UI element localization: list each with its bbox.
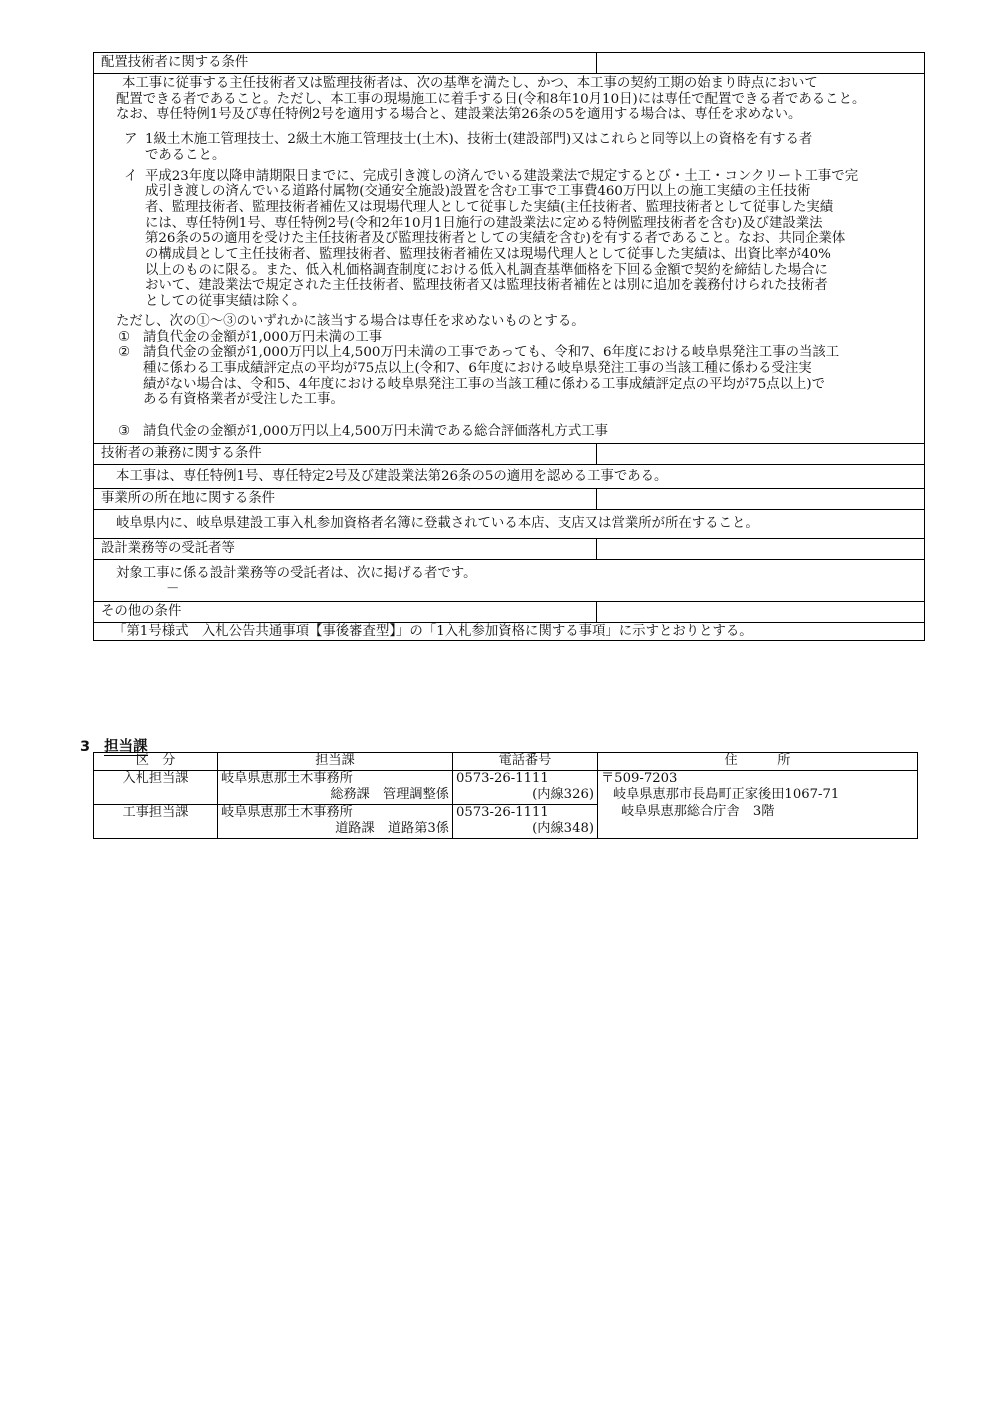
case-line: 請負代金の金額が1,000万円以上4,500万円未満の工事であっても、令和7、6年度における岐阜県発注工事の当該工 [143, 345, 840, 361]
item-line: 成引き渡しの済んでいる道路付属物(交通安全施設)設置を含む工事で工事費460万円以上の施工実績の主任技術 [145, 184, 811, 200]
sekkei-header [94, 538, 924, 560]
tel-cell [453, 804, 598, 838]
sonota-header [94, 601, 924, 623]
address-cell [598, 770, 918, 804]
division-name: 総務課 管理調整係 [330, 787, 449, 802]
jigyosho-header [94, 488, 924, 510]
haichi-intro-line: 配置できる者であること。ただし、本工事の現場施工に着手する日(令和8年10月10日)には専任で配置できる者であること。 [116, 91, 866, 107]
office-cell [218, 770, 453, 804]
header-tel: 電話番号 [453, 753, 598, 771]
case-line: 請負代金の金額が1,000万円以上4,500万円未満である総合評価落札方式工事 [143, 424, 608, 440]
jigyosho-text: 岐阜県内に、岐阜県建設工事入札参加資格者名簿に登載されている本店、支店又は営業所が所在すること。 [116, 516, 759, 532]
haichi-intro-line: なお、専任特例1号及び専任特例2号を適用する場合と、建設業法第26条の5を適用する場合は、専任を求めない。 [116, 107, 802, 123]
case-line: 績がない場合は、令和5、4年度における岐阜県発注工事の当該工種に係わる工事成績評定点の平均が75点以上)で [143, 376, 826, 392]
item-mark: イ [124, 168, 138, 184]
kenmu-header [94, 443, 924, 465]
tel-number: 0573-26-1111 [456, 804, 549, 820]
header-address: 住 所 [598, 753, 918, 771]
item-line: おいて、建設業法で規定された主任技術者、監理技術者又は監理技術者補佐とは別に追加を義務付けられた技術者 [145, 278, 828, 294]
sekkei-body [94, 560, 924, 600]
header-kubun: 区 分 [94, 753, 218, 771]
table-row [94, 804, 918, 838]
case-line: 種に係わる工事成績評定点の平均が75点以上(令和7、6年度における岐阜県発注工事の当該工種に係わる受注実 [143, 360, 812, 376]
address-cell [598, 804, 918, 838]
item-line: の構成員として主任技術者、監理技術者、監理技術者補佐又は現場代理人として従事した実績は、出資比率が40% [145, 247, 831, 263]
haichi-proviso: ただし、次の①～③のいずれかに該当する場合は専任を求めないものとする。 [116, 313, 585, 329]
section-title: 担当課 [104, 739, 148, 755]
contact-header-row [94, 753, 918, 771]
tel-ext: (内線326) [532, 787, 594, 802]
conditions-sheet [93, 52, 925, 641]
item-line: 平成23年度以降申請期限日までに、完成引き渡しの済んでいる建設業法で規定するとび・土工・コンクリート工事で完 [145, 168, 859, 184]
sekkei-dash: － [166, 581, 180, 597]
tel-number: 0573-26-1111 [456, 770, 549, 786]
kenmu-text: 本工事は、専任特例1号、専任特定2号及び建設業法第26条の5の適用を認める工事である。 [116, 468, 668, 484]
item-mark: ア [124, 132, 138, 148]
header-office: 担当課 [218, 753, 453, 771]
contact-table [93, 752, 918, 839]
tel-cell [453, 770, 598, 804]
item-line: 以上のものに限る。また、低入札価格調査制度における低入札調査基準価格を下回る金額で契約を締結した場合に [145, 262, 828, 278]
haichi-item-a [100, 132, 918, 163]
haichi-header [94, 53, 924, 74]
case-line: ある有資格業者が受注した工事。 [143, 392, 344, 408]
haichi-item-i [100, 169, 918, 310]
table-row [94, 770, 918, 804]
item-line: であること。 [145, 147, 226, 163]
sonota-header-label: その他の条件 [94, 602, 597, 622]
kenmu-body [94, 465, 924, 489]
section-number: 3 [80, 739, 91, 755]
sekkei-header-label: 設計業務等の受託者等 [94, 539, 597, 559]
case-3 [100, 424, 918, 440]
address-line: 岐阜県恵那市長島町正家後田1067-71 [613, 787, 840, 802]
item-line: としての従事実績は除く。 [145, 294, 306, 310]
sonota-body [94, 623, 924, 641]
case-1 [100, 330, 918, 346]
division-name: 道路課 道路第3係 [335, 821, 449, 836]
case-mark: ① [118, 329, 131, 345]
office-name: 岐阜県恵那土木事務所 [221, 804, 353, 820]
sonota-text: 「第1号様式 入札公告共通事項【事後審査型】」の「1入札参加資格に関する事項」に示すとおりとする。 [113, 623, 753, 639]
haichi-intro-line: 本工事に従事する主任技術者又は監理技術者は、次の基準を満たし、かつ、本工事の契約工期の始まり時点において [122, 76, 818, 91]
kubun-cell: 工事担当課 [94, 804, 218, 838]
case-2 [100, 345, 918, 408]
tel-ext: (内線348) [532, 821, 594, 836]
office-cell [218, 804, 453, 838]
haichi-header-label: 配置技術者に関する条件 [94, 53, 597, 73]
case-mark: ② [118, 345, 131, 361]
item-line: には、専任特例1号、専任特例2号(令和2年10月1日施行の建設業法に定める特例監理技術者を含む)及び建設業法 [145, 215, 823, 231]
sekkei-text: 対象工事に係る設計業務等の受託者は、次に掲げる者です。 [116, 566, 477, 582]
jigyosho-body [94, 510, 924, 538]
jigyosho-header-label: 事業所の所在地に関する条件 [94, 489, 597, 509]
kenmu-header-label: 技術者の兼務に関する条件 [94, 444, 597, 464]
building-line: 岐阜県恵那総合庁舎 3階 [621, 804, 775, 819]
office-name: 岐阜県恵那土木事務所 [221, 770, 353, 786]
item-line: 第26条の5の適用を受けた主任技術者及び監理技術者としての実績を含む)を有する者であること。なお、共同企業体 [145, 231, 846, 247]
case-line: 請負代金の金額が1,000万円未満の工事 [143, 329, 383, 345]
haichi-body [94, 74, 924, 443]
item-line: 1級土木施工管理技士、2級土木施工管理技士(土木)、技術士(建設部門)又はこれらと同等以上の資格を有する者 [145, 132, 813, 148]
kubun-cell: 入札担当課 [94, 770, 218, 804]
postal-code: 〒509-7203 [601, 770, 678, 786]
case-mark: ③ [118, 424, 131, 440]
item-line: 者、監理技術者、監理技術者補佐又は現場代理人として従事した実績(主任技術者、監理技術者として従事した実績 [145, 199, 834, 215]
